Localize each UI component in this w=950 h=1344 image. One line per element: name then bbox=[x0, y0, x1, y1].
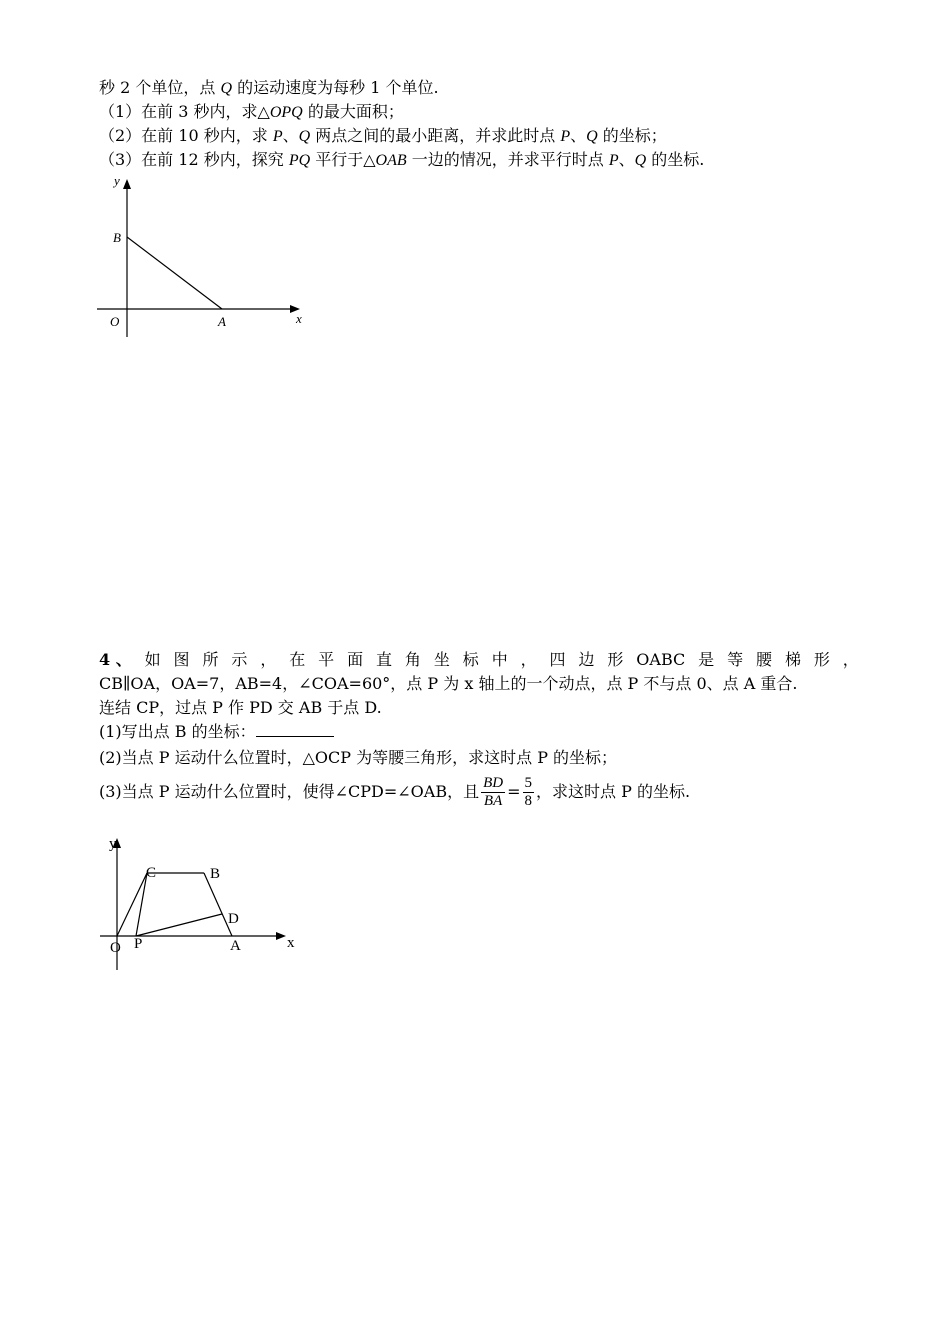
line-word: ， bbox=[260, 650, 277, 669]
text: 、 bbox=[282, 126, 299, 145]
p4-line-2: CB∥OA，OA=7，AB=4，∠COA=60°，点 P 为 x 轴上的一个动点，点 P 不与点 0、点 A 重合. bbox=[99, 674, 798, 693]
x-axis-arrow bbox=[276, 932, 286, 940]
var-q: Q bbox=[634, 152, 647, 169]
p4-figure bbox=[95, 828, 315, 973]
p4-line-1 bbox=[99, 648, 859, 672]
denominator: 8 bbox=[524, 793, 532, 809]
text: 、 bbox=[618, 150, 635, 169]
line-word: OABC bbox=[636, 650, 686, 669]
line-word: 四 bbox=[549, 650, 566, 669]
text: 的最大面积； bbox=[302, 102, 404, 121]
numerator: BD bbox=[483, 775, 504, 791]
var-opq: OPQ bbox=[269, 104, 303, 121]
fraction-5-8 bbox=[523, 775, 535, 810]
text: 两点之间的最小距离，并求此时点 bbox=[310, 126, 561, 145]
fraction-bd-ba bbox=[481, 775, 505, 810]
line-word: 直 bbox=[376, 650, 393, 669]
label-a: A bbox=[230, 938, 241, 954]
label-d: D bbox=[228, 911, 239, 927]
label-c: C bbox=[146, 865, 157, 881]
var-oab: OAB bbox=[375, 152, 407, 169]
p3-line-0 bbox=[99, 76, 439, 101]
numerator: 5 bbox=[524, 775, 532, 791]
y-axis-arrow bbox=[123, 179, 131, 189]
text: 一边的情况，并求平行时点 bbox=[406, 150, 609, 169]
line-word: 是 bbox=[698, 650, 715, 669]
line-word: 在 bbox=[289, 650, 306, 669]
line-word: 坐 bbox=[433, 650, 450, 669]
var-q: Q bbox=[298, 128, 311, 145]
line-word: 边 bbox=[578, 650, 595, 669]
text: 秒 2 个单位，点 bbox=[99, 78, 221, 97]
label-a: A bbox=[218, 314, 226, 329]
segment-oc bbox=[117, 873, 147, 936]
line-word: ， bbox=[520, 650, 537, 669]
label-y: y bbox=[114, 173, 120, 188]
p4-question-3 bbox=[99, 770, 690, 814]
var-pq: PQ bbox=[288, 152, 311, 169]
line-word: 如 bbox=[144, 650, 161, 669]
p4-question-2: (2)当点 P 运动什么位置时，△OCP 为等腰三角形，求这时点 P 的坐标； bbox=[99, 748, 618, 767]
var-p: P bbox=[560, 128, 571, 145]
line-word: 标 bbox=[462, 650, 479, 669]
var-p: P bbox=[272, 128, 283, 145]
line-word: 示 bbox=[231, 650, 248, 669]
label-p: P bbox=[134, 936, 143, 952]
answer-blank[interactable] bbox=[256, 720, 334, 737]
p3-question-1 bbox=[99, 100, 404, 125]
label-b: B bbox=[113, 230, 121, 245]
line-word: 角 bbox=[404, 650, 421, 669]
p3-question-2 bbox=[99, 124, 667, 149]
text: （3）在前 12 秒内，探究 bbox=[99, 150, 289, 169]
line-word: 等 bbox=[727, 650, 744, 669]
segment-ba bbox=[127, 237, 222, 309]
label-y: y bbox=[109, 836, 117, 852]
denominator: BA bbox=[483, 793, 503, 809]
text: 、 bbox=[570, 126, 587, 145]
line-word: 平 bbox=[318, 650, 335, 669]
text: 的运动速度为每秒 1 个单位. bbox=[232, 78, 439, 97]
text: (3)当点 P 运动什么位置时，使得∠CPD=∠OAB，且 bbox=[99, 782, 480, 801]
segment-cp bbox=[136, 873, 147, 936]
label-x: x bbox=[287, 935, 295, 951]
var-p: P bbox=[608, 152, 619, 169]
line-word: 中 bbox=[491, 650, 508, 669]
label-b: B bbox=[210, 866, 221, 882]
problem-number: 4 、 bbox=[99, 650, 132, 669]
text: 的坐标； bbox=[597, 126, 667, 145]
line-word: 形 bbox=[607, 650, 624, 669]
line-word: 腰 bbox=[756, 650, 773, 669]
text: 平行于△ bbox=[310, 150, 376, 169]
text: （2）在前 10 秒内，求 bbox=[99, 126, 273, 145]
text: （1）在前 3 秒内，求△ bbox=[99, 102, 270, 121]
line-word: 所 bbox=[202, 650, 219, 669]
equals: = bbox=[507, 782, 521, 801]
line-word: 面 bbox=[347, 650, 364, 669]
label-x: x bbox=[296, 311, 302, 326]
line-word: 形 bbox=[813, 650, 830, 669]
p4-line-3: 连结 CP，过点 P 作 PD 交 AB 于点 D. bbox=[99, 698, 382, 717]
line-word: ， bbox=[842, 650, 859, 669]
text: 的坐标. bbox=[646, 150, 705, 169]
var-q: Q bbox=[586, 128, 598, 145]
text: ，求这时点 P 的坐标. bbox=[536, 782, 691, 801]
line-word: 梯 bbox=[784, 650, 801, 669]
text: (1)写出点 B 的坐标： bbox=[99, 722, 256, 741]
var-q: Q bbox=[220, 80, 233, 97]
segment-pd bbox=[136, 914, 222, 936]
p3-figure bbox=[90, 168, 320, 343]
line-word: 图 bbox=[173, 650, 190, 669]
label-o: O bbox=[110, 314, 120, 329]
p4-question-1 bbox=[99, 720, 334, 744]
label-o: O bbox=[110, 940, 121, 956]
